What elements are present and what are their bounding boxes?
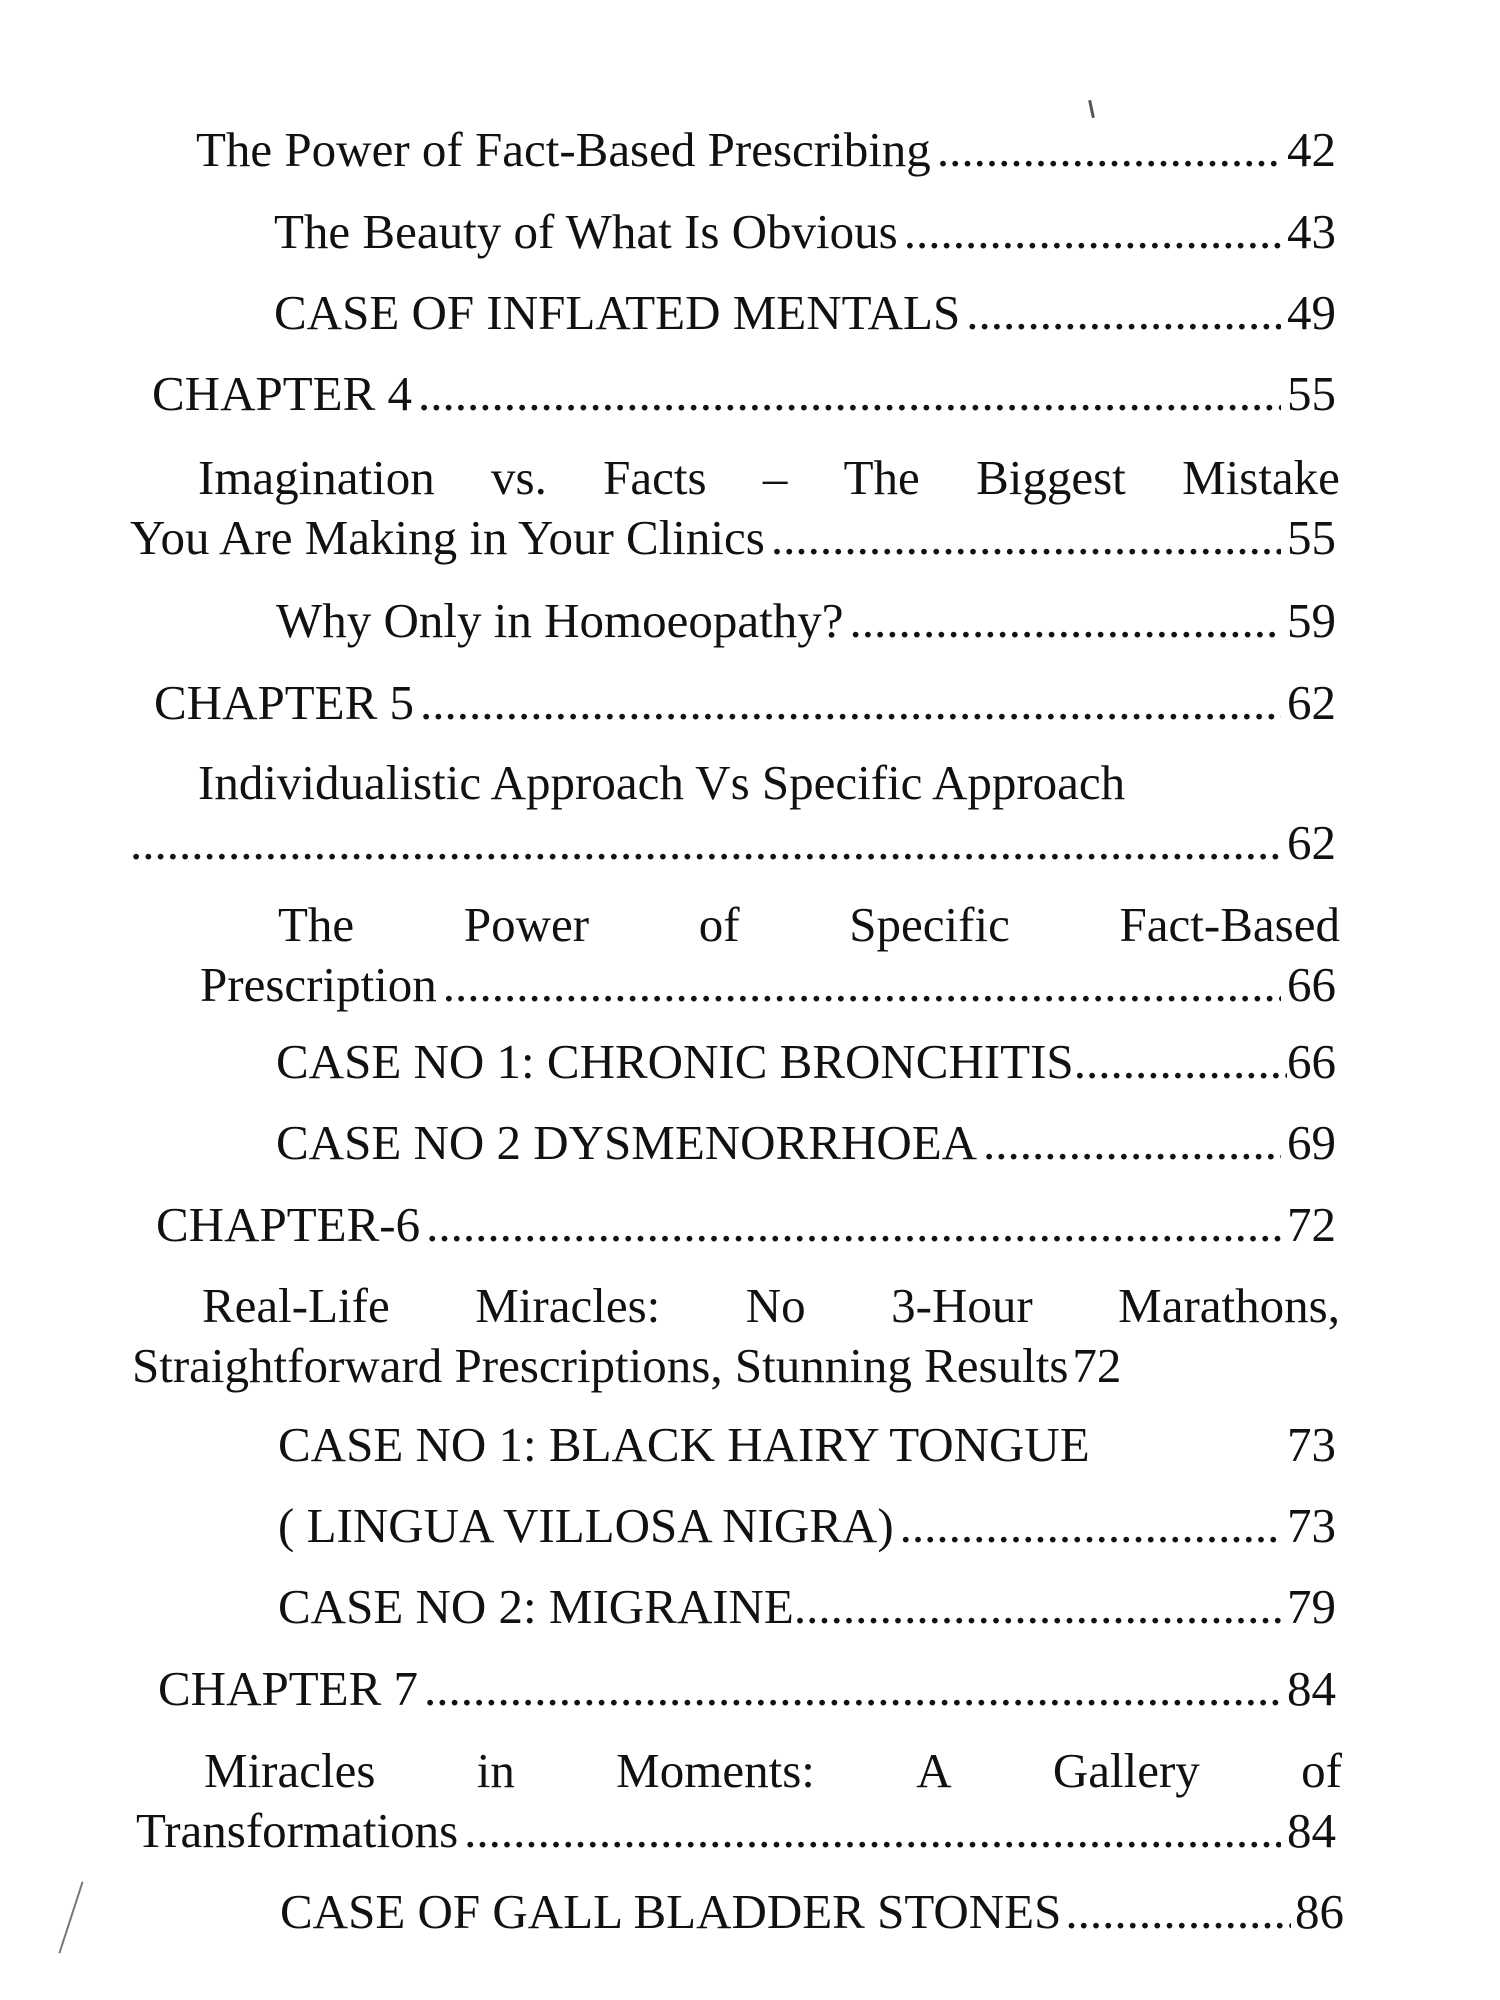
toc-entry-page: 55 xyxy=(1287,366,1336,421)
toc-entry-title: Prescription xyxy=(200,957,437,1012)
dot-leader xyxy=(937,120,1281,180)
toc-entry-page: 72 xyxy=(1287,1197,1336,1252)
toc-entry-page: 66 xyxy=(1287,957,1336,1012)
dot-leader xyxy=(1065,1882,1291,1942)
toc-entry xyxy=(278,1577,1336,1637)
toc-entry-title: CASE NO 1: CHRONIC BRONCHITIS xyxy=(276,1034,1074,1089)
toc-entry-page: 73 xyxy=(1287,1417,1336,1472)
toc-entry-title: The Power of Fact-Based Prescribing xyxy=(196,122,931,177)
toc-entry-title: You Are Making in Your Clinics xyxy=(130,510,765,565)
dot-leader xyxy=(130,813,1281,873)
toc-entry xyxy=(132,1276,1340,1396)
toc-chapter xyxy=(156,1195,1336,1255)
dot-leader xyxy=(1074,1032,1287,1092)
toc-entry-page: 84 xyxy=(1287,1661,1336,1716)
toc-entry-page: 49 xyxy=(1287,285,1336,340)
dot-leader xyxy=(464,1801,1281,1861)
toc-entry-page: 55 xyxy=(1287,510,1336,565)
toc-chapter-title: CHAPTER 4 xyxy=(152,366,413,421)
toc-entry-page: 69 xyxy=(1287,1115,1336,1170)
dot-leader xyxy=(771,508,1281,568)
toc-entry xyxy=(130,753,1340,873)
dot-leader xyxy=(900,1496,1281,1556)
toc-entry xyxy=(130,448,1340,568)
toc-entry-title-line1: The Power of Specific Fact-Based xyxy=(278,897,1340,952)
toc-entry xyxy=(276,591,1336,651)
toc-entry-title-line1: Real-Life Miracles: No 3-Hour Marathons, xyxy=(202,1278,1340,1333)
toc-entry-page: 59 xyxy=(1287,593,1336,648)
toc-entry-title: CASE OF INFLATED MENTALS xyxy=(274,285,961,340)
dot-leader xyxy=(794,1577,1281,1637)
toc-entry xyxy=(280,1882,1344,1942)
dot-leader xyxy=(443,955,1281,1015)
toc-entry-title: CASE OF GALL BLADDER STONES xyxy=(280,1884,1062,1939)
toc-entry-title: The Beauty of What Is Obvious xyxy=(274,204,898,259)
dot-leader xyxy=(424,1659,1281,1719)
toc-entry-page: 79 xyxy=(1287,1579,1336,1634)
dot-leader xyxy=(966,283,1281,343)
toc-entry xyxy=(278,1415,1336,1475)
toc-entry xyxy=(196,120,1336,180)
dot-leader xyxy=(904,202,1281,262)
dot-leader xyxy=(426,1195,1281,1255)
toc-chapter xyxy=(158,1659,1336,1719)
toc-chapter xyxy=(152,364,1336,424)
toc-entry xyxy=(200,895,1340,1015)
toc-entry xyxy=(276,1113,1336,1173)
toc-entry-title: CASE NO 2: MIGRAINE xyxy=(278,1579,794,1634)
toc-entry xyxy=(274,202,1336,262)
dot-leader xyxy=(418,364,1281,424)
toc-entry-page: 86 xyxy=(1295,1884,1344,1939)
toc-chapter-title: CHAPTER 7 xyxy=(158,1661,419,1716)
toc-entry xyxy=(136,1741,1342,1861)
toc-chapter xyxy=(154,673,1336,733)
toc-entry xyxy=(276,1032,1336,1092)
toc-entry-title: CASE NO 1: BLACK HAIRY TONGUE xyxy=(278,1417,1090,1472)
toc-entry-title: CASE NO 2 DYSMENORRHOEA xyxy=(276,1115,978,1170)
toc-entry-title-line1: Imagination vs. Facts – The Biggest Mistake xyxy=(198,450,1340,505)
toc-entry-page: 72 xyxy=(1072,1338,1122,1393)
toc-entry-title: Why Only in Homoeopathy? xyxy=(276,593,844,648)
dot-leader xyxy=(983,1113,1281,1173)
toc-entry-page: 43 xyxy=(1287,204,1336,259)
toc-entry xyxy=(278,1496,1336,1556)
toc-entry-title: Transformations xyxy=(136,1803,459,1858)
toc-entry-title-line1: Miracles in Moments: A Gallery of xyxy=(204,1743,1342,1798)
toc-entry-title: Straightforward Prescriptions, Stunning Results xyxy=(132,1338,1069,1393)
toc-chapter-title: CHAPTER-6 xyxy=(156,1197,421,1252)
toc-entry-title: ( LINGUA VILLOSA NIGRA) xyxy=(278,1498,894,1553)
toc-chapter-title: CHAPTER 5 xyxy=(154,675,415,730)
dot-leader xyxy=(420,673,1281,733)
toc-entry-page: 62 xyxy=(1287,815,1336,870)
toc-entry-page: 66 xyxy=(1287,1034,1336,1089)
toc-entry-page: 42 xyxy=(1287,122,1336,177)
toc-entry-title-line1: Individualistic Approach Vs Specific Approach xyxy=(198,755,1126,810)
toc-entry-page: 73 xyxy=(1287,1498,1336,1553)
toc-entry xyxy=(274,283,1336,343)
dot-leader xyxy=(849,591,1281,651)
toc-entry-page: 84 xyxy=(1287,1803,1336,1858)
toc-entry-page: 62 xyxy=(1287,675,1336,730)
